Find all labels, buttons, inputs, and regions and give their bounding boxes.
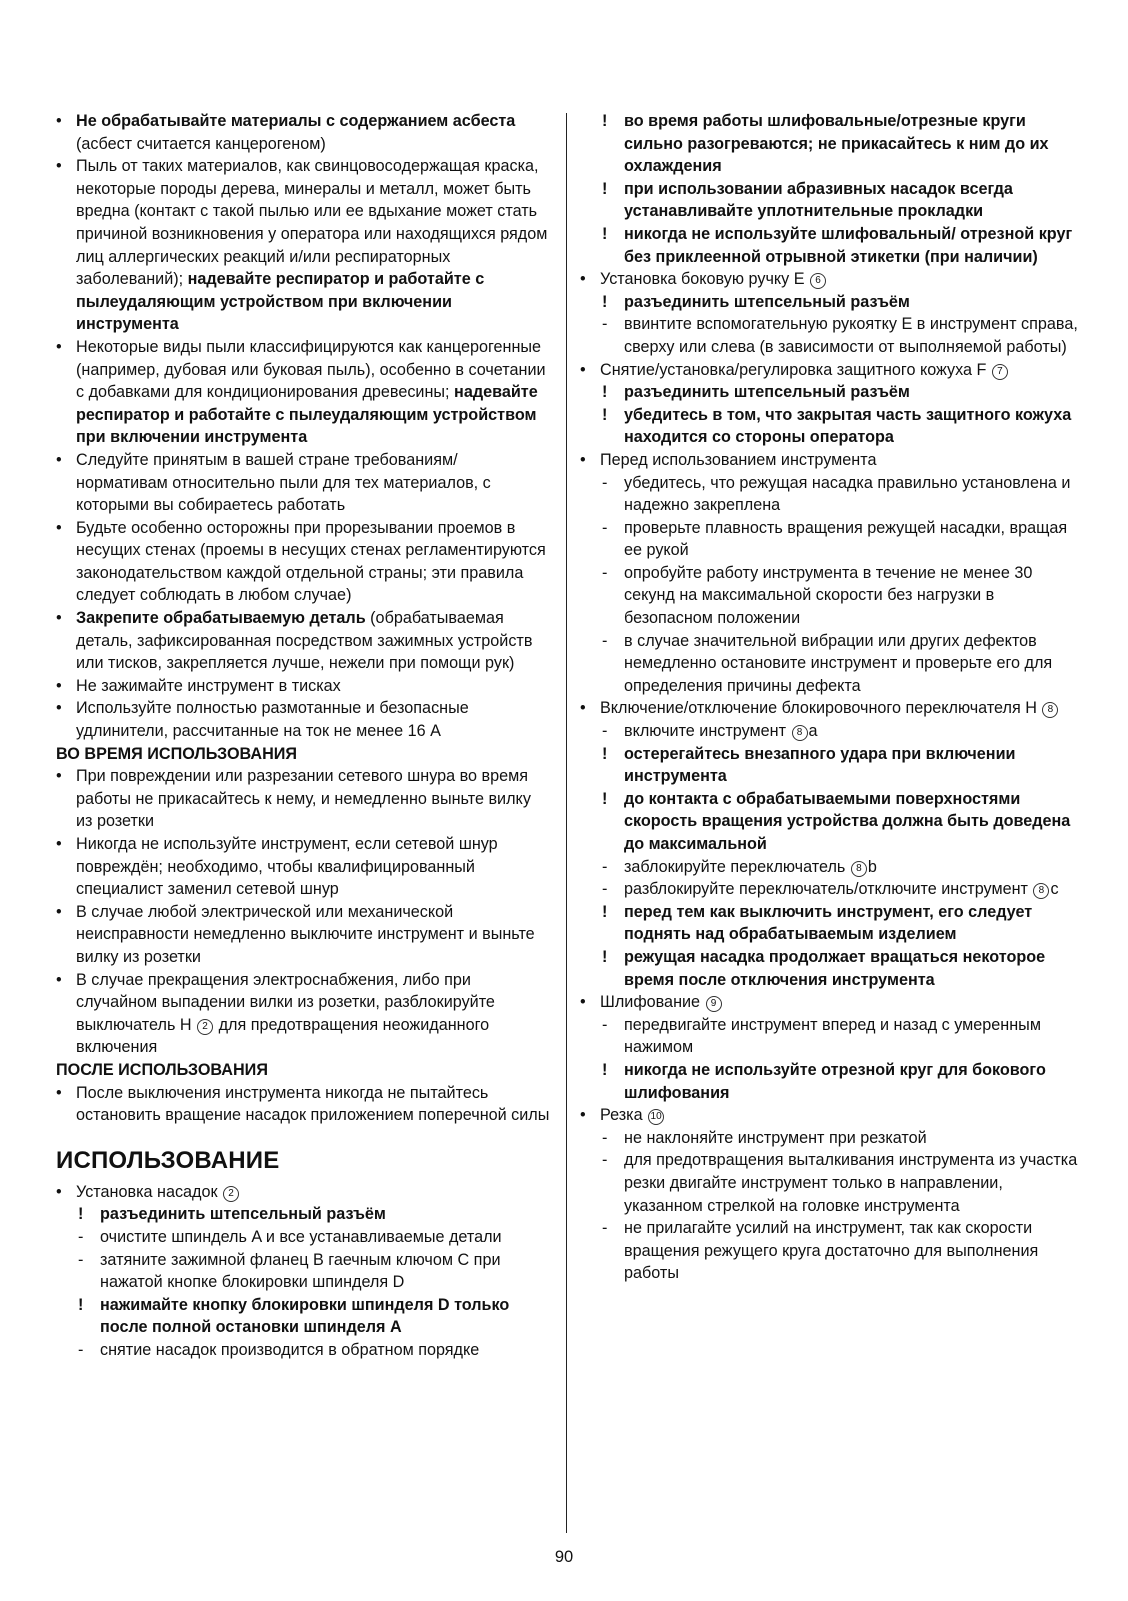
- main-heading: [56, 1147, 551, 1175]
- item-bold-text: Закрепите обрабатываемую деталь: [76, 609, 366, 628]
- item-text: Будьте особенно осторожны при прорезывании проемов в несущих стенах (проемы в несущих стенах регламентируются законодательством каждой отдельной страны; эти правила следует соблюдать в любом случае): [76, 518, 546, 605]
- item-text-tail: (обрабатываемая деталь, зафиксированная посредством зажимных устройств или тисков, закрепляется лучше, нежели при помощи рук): [76, 609, 533, 673]
- warning-item: [580, 946, 1080, 991]
- item-text: остерегайтесь внезапного удара при включении инструмента: [624, 744, 1016, 786]
- item-text: при использовании абразивных насадок всегда устанавливайте уплотнительные прокладки: [624, 179, 1013, 221]
- warning-item: [580, 178, 1080, 223]
- item-text: Резка: [600, 1106, 648, 1125]
- item-text-tail: a: [808, 722, 818, 741]
- item-text: включите инструмент: [624, 722, 791, 741]
- bullet-item: [56, 901, 551, 969]
- dash-item: [580, 630, 1080, 698]
- warning-item: [580, 223, 1080, 268]
- item-text: заблокируйте переключатель: [624, 857, 850, 876]
- bullet-item: [56, 1181, 551, 1204]
- bullet-item: [580, 1104, 1080, 1127]
- bullet-item: [56, 833, 551, 901]
- item-text: В случае прекращения электроснабжения, либо при случайном выпадении вилки из розетки, разблокируйте выключатель H: [76, 970, 495, 1034]
- item-text: во время работы шлифовальные/отрезные круги сильно разогреваются; не прикасайтесь к ним до их охлаждения: [624, 112, 1049, 176]
- figure-ref-number: 8: [792, 725, 808, 741]
- bullet-item: [56, 969, 551, 1059]
- item-text: для предотвращения выталкивания инструмента из участка резки двигайте инструмент только в направлении, указанном стрелкой на головке инструмента: [624, 1151, 1078, 1215]
- warning-item: [580, 743, 1080, 788]
- dash-item: [56, 1339, 551, 1362]
- item-text: до контакта с обрабатываемыми поверхностями скорость вращения устройства должна быть доведена до максимальной: [624, 789, 1071, 853]
- figure-ref-number: 8: [851, 861, 867, 877]
- item-bold-text: надевайте респиратор и работайте с пылеудаляющим устройством при включении инструмента: [76, 270, 485, 334]
- item-text: не прилагайте усилий на инструмент, так как скорости вращения режущего круга достаточно для выполнения работы: [624, 1219, 1039, 1283]
- item-text: После выключения инструмента никогда не пытайтесь остановить вращение насадок приложением поперечной силы: [76, 1083, 550, 1125]
- item-text: ИСПОЛЬЗОВАНИЕ: [56, 1146, 280, 1174]
- dash-item: [580, 1127, 1080, 1150]
- item-text: передвигайте инструмент вперед и назад с умеренным нажимом: [624, 1015, 1041, 1057]
- bullet-item: [580, 359, 1080, 382]
- column-divider: [566, 113, 567, 1533]
- bullet-item: [56, 155, 551, 336]
- item-text: разъединить штепсельный разъём: [100, 1205, 386, 1224]
- section-heading: [56, 743, 551, 766]
- dash-item: [56, 1249, 551, 1294]
- item-text: ВО ВРЕМЯ ИСПОЛЬЗОВАНИЯ: [56, 744, 298, 763]
- item-text: убедитесь в том, что закрытая часть защитного кожуха находится со стороны оператора: [624, 405, 1072, 447]
- dash-item: [580, 517, 1080, 562]
- item-text: в случае значительной вибрации или других дефектов немедленно остановите инструмент и проверьте его для определения причины дефекта: [624, 631, 1053, 695]
- warning-item: [580, 110, 1080, 178]
- warning-item: [580, 404, 1080, 449]
- dash-item: [580, 856, 1080, 879]
- item-text: режущая насадка продолжает вращаться некоторое время после отключения инструмента: [624, 947, 1046, 989]
- figure-ref-number: 2: [223, 1186, 239, 1202]
- left-column: [56, 110, 551, 1361]
- dash-item: [580, 562, 1080, 630]
- item-text: ввинтите вспомогательную рукоятку E в инструмент справа, сверху или слева (в зависимости от выполняемой работы): [624, 315, 1078, 356]
- item-text-tail: (асбест считается канцерогеном): [76, 134, 326, 153]
- item-text: Следуйте принятым в вашей стране требованиям/ нормативам относительно пыли для тех материалов, с которыми вы собираетесь работать: [76, 450, 491, 515]
- bullet-item: [580, 449, 1080, 472]
- item-text: В случае любой электрической или механической неисправности немедленно выключите инструмент и выньте вилку из розетки: [76, 902, 535, 966]
- bullet-item: [580, 268, 1080, 291]
- figure-ref-number: 10: [648, 1109, 664, 1125]
- warning-item: [580, 901, 1080, 946]
- item-text: перед тем как выключить инструмент, его следует поднять над обрабатываемым изделием: [624, 902, 1033, 944]
- right-column: [580, 110, 1080, 1285]
- dash-item: [580, 1014, 1080, 1059]
- figure-ref-number: 8: [1033, 883, 1049, 899]
- bullet-item: [56, 765, 551, 833]
- item-text: Некоторые виды пыли классифицируются как канцерогенные (например, дубовая или буковая пыль), особенно в сочетании с добавками для кондиционирования древесины;: [76, 337, 546, 402]
- item-text: Перед использованием инструмента: [600, 450, 877, 469]
- item-text: разъединить штепсельный разъём: [624, 292, 910, 311]
- bullet-item: [580, 991, 1080, 1014]
- bullet-item: [56, 607, 551, 675]
- dash-item: [580, 720, 1080, 743]
- item-text: никогда не используйте шлифовальный/ отрезной круг без приклеенной отрывной этикетки (при наличии): [624, 224, 1073, 266]
- item-bold-text: надевайте респиратор и работайте с пылеудаляющим устройством при включении инструмента: [76, 383, 538, 447]
- item-text: никогда не используйте отрезной круг для бокового шлифования: [624, 1060, 1046, 1102]
- warning-item: [56, 1203, 551, 1226]
- warning-item: [580, 788, 1080, 856]
- item-text: нажимайте кнопку блокировки шпинделя D только после полной остановки шпинделя A: [100, 1295, 510, 1337]
- dash-item: [580, 878, 1080, 901]
- item-text: убедитесь, что режущая насадка правильно установлена и надежно закреплена: [624, 473, 1071, 515]
- bullet-item: [56, 697, 551, 742]
- warning-item: [580, 1059, 1080, 1104]
- dash-item: [580, 313, 1080, 358]
- item-text: опробуйте работу инструмента в течение не менее 30 секунд на максимальной скорости без нагрузки в безопасном положении: [624, 563, 1033, 628]
- item-text: проверьте плавность вращения режущей насадки, вращая ее рукой: [624, 518, 1068, 560]
- item-text: Установка боковую ручку E: [600, 270, 810, 289]
- figure-ref-number: 7: [992, 364, 1008, 380]
- figure-ref-number: 8: [1042, 702, 1058, 718]
- item-text-tail: c: [1050, 880, 1059, 899]
- dash-item: [56, 1226, 551, 1249]
- bullet-item: [56, 449, 551, 517]
- warning-item: [580, 381, 1080, 404]
- item-text: не наклоняйте инструмент при резкатой: [624, 1128, 927, 1147]
- dash-item: [580, 472, 1080, 517]
- bullet-item: [56, 1082, 551, 1127]
- item-text: Никогда не используйте инструмент, если сетевой шнур повреждён; необходимо, чтобы квалифицированный специалист заменил сетевой шнур: [76, 835, 498, 899]
- bullet-item: [56, 675, 551, 698]
- figure-ref-number: 2: [197, 1019, 213, 1035]
- item-text-tail: для предотвращения неожиданного включения: [76, 1015, 490, 1057]
- item-text-tail: b: [867, 857, 877, 876]
- dash-item: [580, 1217, 1080, 1285]
- item-text: ПОСЛЕ ИСПОЛЬЗОВАНИЯ: [56, 1060, 268, 1079]
- item-text: Шлифование: [600, 993, 705, 1012]
- item-text: Включение/отключение блокировочного переключателя H: [600, 699, 1042, 718]
- item-text: Пыль от таких материалов, как свинцовосодержащая краска, некоторые породы дерева, минералы и металл, может быть вредна (контакт с такой пылью или ее вдыхание может стать причиной возникновения у оператора или находящихся рядом лиц аллергических реакций и/или респираторных заболеваний);: [76, 157, 548, 289]
- item-text: Не зажимайте инструмент в тисках: [76, 676, 341, 695]
- bullet-item: [56, 517, 551, 607]
- item-text: разъединить штепсельный разъём: [624, 383, 910, 402]
- item-text: Используйте полностью размотанные и безопасные удлинители, рассчитанные на ток не менее 16 А: [76, 699, 469, 741]
- bullet-item: [580, 697, 1080, 720]
- figure-ref-number: 9: [706, 996, 722, 1012]
- item-bold-text: Не обрабатывайте материалы с содержанием асбеста: [76, 112, 516, 130]
- item-text: разблокируйте переключатель/отключите инструмент: [624, 880, 1033, 899]
- bullet-item: [56, 336, 551, 449]
- item-text: очистите шпиндель A и все устанавливаемые детали: [100, 1227, 502, 1246]
- warning-item: [56, 1294, 551, 1339]
- item-text: затяните зажимной фланец B гаечным ключом C при нажатой кнопке блокировки шпинделя D: [100, 1250, 501, 1292]
- section-heading: [56, 1059, 551, 1082]
- bullet-item: [56, 110, 551, 155]
- dash-item: [580, 1149, 1080, 1217]
- item-text: При повреждении или разрезании сетевого шнура во время работы не прикасайтесь к нему, и немедленно выньте вилку из розетки: [76, 767, 531, 831]
- warning-item: [580, 291, 1080, 314]
- item-text: Снятие/установка/регулировка защитного кожуха F: [600, 360, 991, 379]
- page-number: 90: [554, 1548, 574, 1566]
- item-text: Установка насадок: [76, 1182, 223, 1201]
- figure-ref-number: 6: [810, 273, 826, 289]
- item-text: снятие насадок производится в обратном порядке: [100, 1340, 480, 1359]
